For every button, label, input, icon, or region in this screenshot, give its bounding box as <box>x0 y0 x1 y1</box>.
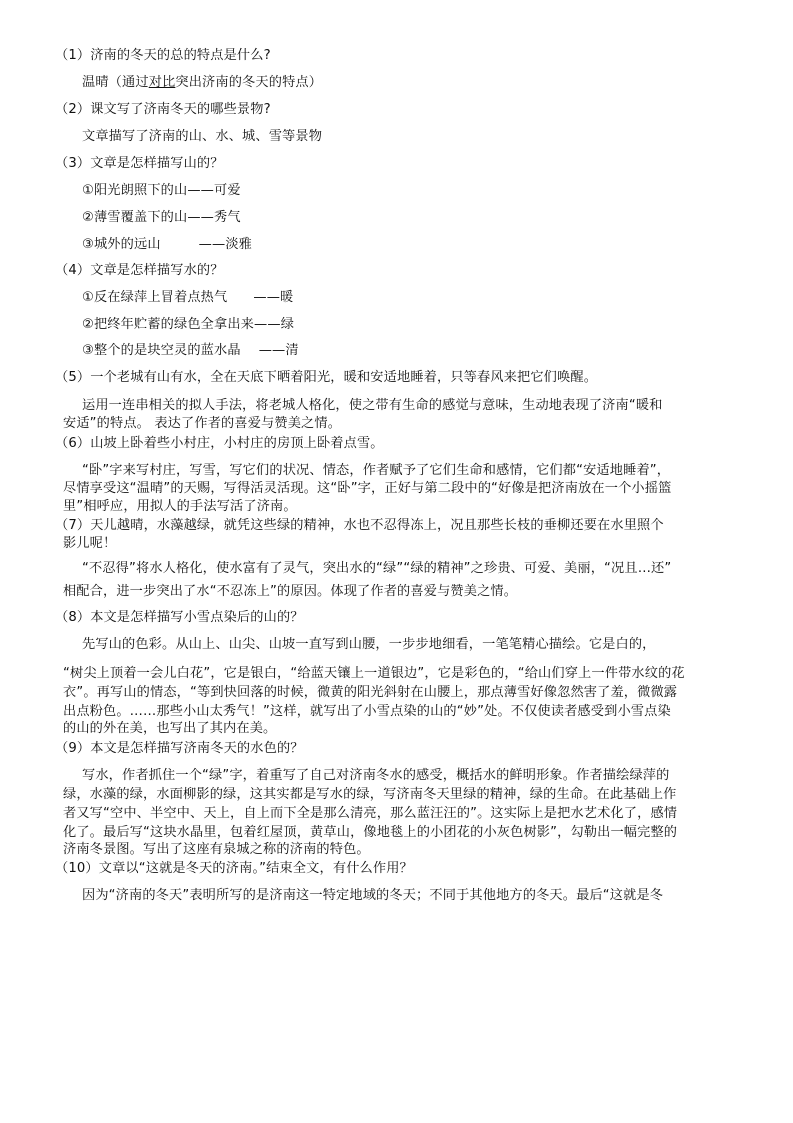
q8-answer-line: 先写山的色彩。从山上、山尖、山坡一直写到山腰，一步步地细看，一笔笔精心描绘。它是白的， <box>82 637 656 652</box>
q5-question: （5）一个老城有山有水，全在天底下晒着阳光，暖和安适地睡着，只等春风来把它们唤醒。 <box>55 370 598 385</box>
q4-item-3-left: ③整个的是块空灵的蓝水晶 <box>82 343 241 358</box>
q1-answer-underlined: 对比 <box>148 75 176 90</box>
q9-answer-line: 写水，作者抓住一个“绿”字，着重写了自己对济南冬水的感受，概括水的鲜明形象。作者描绘绿萍的 <box>82 768 670 783</box>
q3-item-3-right: ——淡雅 <box>198 237 253 252</box>
q6-question: （6）山坡上卧着些小村庄，小村庄的房顶上卧着点雪。 <box>55 436 384 451</box>
q4-item-2: ②把终年贮蓄的绿色全拿出来——绿 <box>82 317 295 332</box>
q8-question: （8）本文是怎样描写小雪点染后的山的？ <box>55 610 304 625</box>
q3-item-2: ②薄雪覆盖下的山——秀气 <box>82 210 241 225</box>
q1-answer <box>82 74 322 92</box>
q1-answer-text-end: 突出济南的冬天的特点） <box>175 75 323 90</box>
q1-answer-text: 温晴（通过 <box>82 75 149 90</box>
q8-answer-line: 的山的外在美，也写出了其内在美。 <box>63 721 277 736</box>
q9-answer-line: 济南冬景图。写出了这座有泉城之称的济南的特色。 <box>63 842 370 857</box>
q4-question: （4）文章是怎样描写水的？ <box>55 263 224 278</box>
q10-question: （10）文章以“这就是冬天的济南。”结束全文，有什么作用？ <box>55 861 413 876</box>
q6-answer-line: 里”相呼应，用拟人的手法写活了济南。 <box>63 499 297 514</box>
q9-question: （9）本文是怎样描写济南冬天的水色的？ <box>55 741 304 756</box>
q4-item-1-left: ①反在绿萍上冒着点热气 <box>82 290 228 305</box>
q9-answer-line: 绿，水藻的绿，水面柳影的绿，这其实都是写水的绿，写济南冬天里绿的精神，绿的生命。在此基础上作 <box>63 787 677 802</box>
q5-answer-line: 运用一连串相关的拟人手法，将老城人格化，使之带有生命的感觉与意味，生动地表现了济南“暖和 <box>82 398 663 413</box>
q6-answer-line: 尽情享受这“温晴”的天赐，写得活灵活现。这“卧”字，正好与第二段中的“好像是把济南放在一个小摇篮 <box>63 481 672 496</box>
q2-question: （2）课文写了济南冬天的哪些景物? <box>55 102 271 117</box>
q3-item-1: ①阳光朗照下的山——可爱 <box>82 183 241 198</box>
q1-question: （1）济南的冬天的总的特点是什么? <box>55 48 271 63</box>
q3-item-3-left: ③城外的远山 <box>82 237 161 252</box>
q4-item-1 <box>82 289 293 307</box>
q2-answer: 文章描写了济南的山、水、城、雪等景物 <box>82 129 323 144</box>
q4-item-1-right: ——暖 <box>253 290 294 305</box>
q6-answer-line: “卧”字来写村庄，写雪，写它们的状况、情态，作者赋予了它们生命和感情，它们都“安适地睡着”， <box>82 463 671 478</box>
q7-answer-line: “不忍得”将水人格化，使水富有了灵气，突出水的“绿”“绿的精神”之珍贵、可爱、美丽，“况且…还” <box>82 561 672 576</box>
q8-answer-line: 衣”。再写山的情态，“等到快回落的时候，微黄的阳光斜射在山腰上，那点薄雪好像忽然害了羞，微微露 <box>63 685 678 700</box>
q3-question: （3）文章是怎样描写山的？ <box>55 156 224 171</box>
q10-answer: 因为“济南的冬天”表明所写的是济南这一特定地域的冬天；不同于其他地方的冬天。最后“这就是冬 <box>82 888 664 903</box>
q4-item-3 <box>82 342 299 360</box>
q7-question-line: （7）天儿越晴，水藻越绿，就凭这些绿的精神，水也不忍得冻上，况且那些长枝的垂柳还要在水里照个 <box>55 518 664 533</box>
q4-item-3-right: ——清 <box>258 343 299 358</box>
q7-answer-line: 相配合，进一步突出了水“不忍冻上”的原因。体现了作者的喜爱与赞美之情。 <box>63 584 518 599</box>
q5-answer-line: 安适”的特点。 表达了作者的喜爱与赞美之情。 <box>63 416 342 431</box>
q7-question-line: 影儿呢！ <box>63 536 117 551</box>
q3-item-3 <box>82 236 252 254</box>
q9-answer-line: 化了。最后写“这块水晶里，包着红屋顶，黄草山，像地毯上的小团花的小灰色树影”，勾勒出一幅完整的 <box>63 825 678 840</box>
q9-answer-line: 者又写“空中、半空中、天上，自上而下全是那么清亮，那么蓝汪汪的”。这实际上是把水艺术化了，感情 <box>63 806 678 821</box>
q8-answer-line: 出点粉色。……那些小山太秀气！”这样，就写出了小雪点染的山的“妙”处。不仅使读者感受到小雪点染 <box>63 704 671 719</box>
q8-answer-line: “树尖上顶着一会儿白花”，它是银白，“给蓝天镶上一道银边”，它是彩色的，“给山们穿上一件带水纹的花 <box>63 666 685 681</box>
